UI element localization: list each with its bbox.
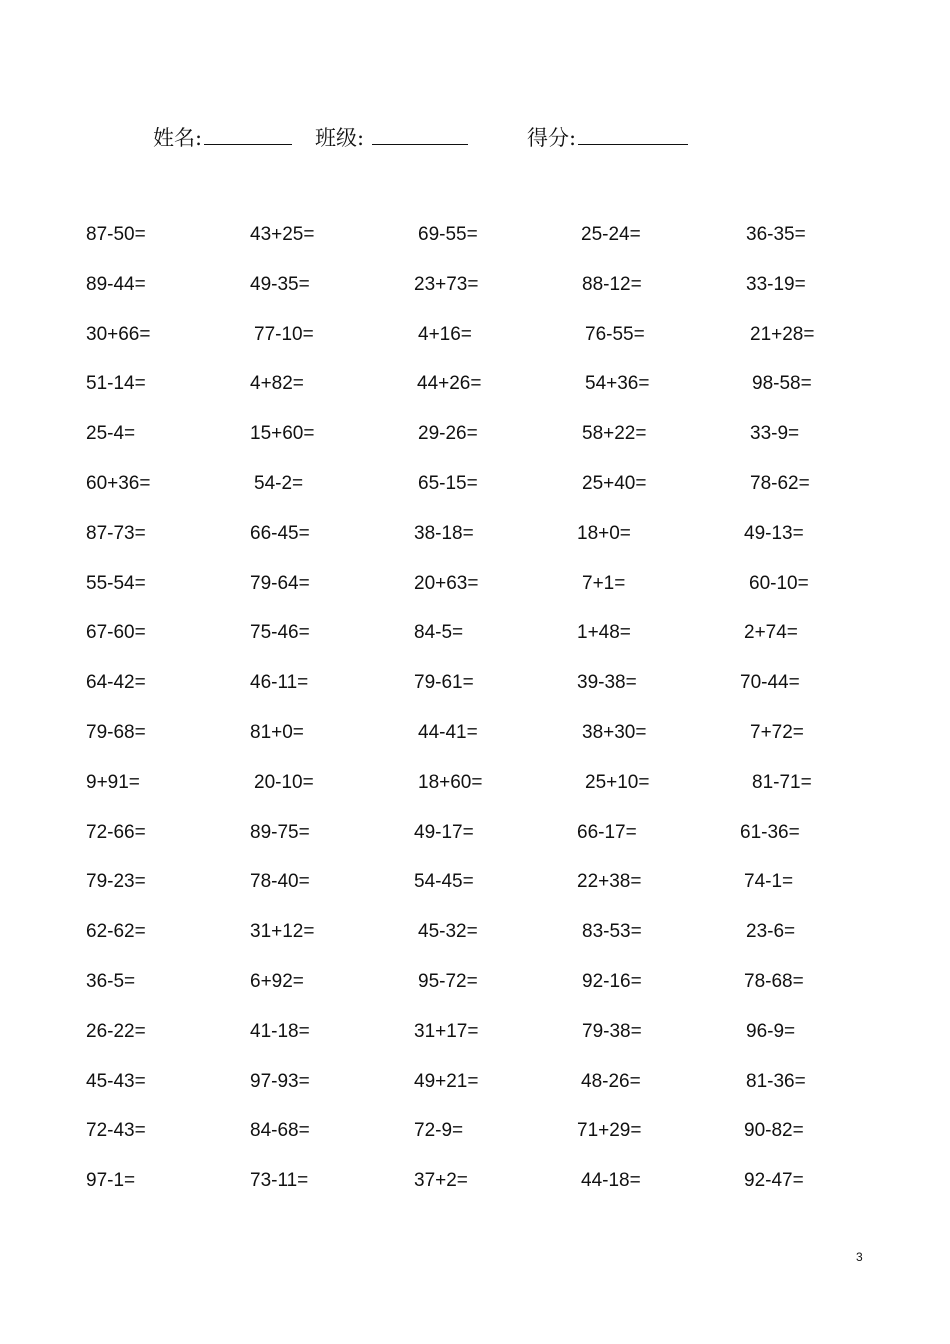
math-problem: 66-17= (577, 821, 637, 843)
page-number: 3 (856, 1250, 863, 1264)
math-problem: 81-71= (752, 771, 812, 793)
math-problem: 77-10= (254, 323, 314, 345)
math-problem: 9+91= (86, 771, 140, 793)
math-problem: 26-22= (86, 1020, 146, 1042)
problem-row (0, 718, 950, 768)
problem-row (0, 270, 950, 320)
math-problem: 54+36= (585, 373, 650, 395)
problem-row (0, 1166, 950, 1216)
math-problem: 43+25= (250, 224, 315, 245)
problem-row (0, 220, 950, 270)
math-problem: 97-93= (250, 1070, 310, 1092)
math-problem: 18+0= (577, 522, 631, 544)
math-problem: 61-36= (740, 821, 800, 843)
math-problem: 49-13= (744, 522, 804, 544)
math-problem: 84-5= (414, 622, 464, 644)
math-problem: 92-16= (582, 970, 642, 992)
math-problem: 70-44= (740, 672, 800, 694)
math-problem: 92-47= (744, 1170, 804, 1192)
math-problem: 79-68= (86, 721, 146, 743)
math-problem: 72-43= (86, 1120, 146, 1142)
math-problem: 36-5= (86, 970, 136, 992)
math-problem: 78-62= (750, 472, 810, 494)
math-problem: 1+48= (577, 622, 631, 644)
math-problem: 2+74= (744, 622, 798, 644)
math-problem: 78-40= (250, 871, 310, 893)
math-problem: 79-23= (86, 871, 146, 893)
math-problem: 7+72= (750, 721, 804, 743)
problem-row (0, 768, 950, 818)
worksheet-header (0, 118, 950, 158)
math-problem: 31+17= (414, 1020, 479, 1042)
math-problem: 6+92= (250, 970, 304, 992)
math-problem: 58+22= (582, 423, 647, 445)
math-problem: 54-45= (414, 871, 474, 893)
math-problem: 39-38= (577, 672, 637, 694)
math-problem: 4+82= (250, 373, 304, 395)
math-problem: 41-18= (250, 1020, 310, 1042)
problem-row (0, 320, 950, 370)
problem-grid (0, 220, 950, 1216)
math-problem: 87-50= (86, 224, 146, 245)
math-problem: 49-17= (414, 821, 474, 843)
math-problem: 83-53= (582, 921, 642, 943)
math-problem: 29-26= (418, 423, 478, 445)
math-problem: 76-55= (585, 323, 645, 345)
class-blank-line[interactable] (372, 118, 468, 145)
math-problem: 31+12= (250, 921, 315, 943)
math-problem: 7+1= (582, 572, 626, 594)
math-problem: 23+73= (414, 273, 479, 295)
class-label: 班级: (315, 126, 365, 150)
score-blank-line[interactable] (578, 118, 688, 145)
problem-row (0, 917, 950, 967)
problem-row (0, 419, 950, 469)
math-problem: 46-11= (250, 672, 309, 694)
class-field (315, 118, 468, 155)
problem-row (0, 469, 950, 519)
math-problem: 66-45= (250, 522, 310, 544)
math-problem: 25+40= (582, 472, 647, 494)
math-problem: 74-1= (744, 871, 794, 893)
math-problem: 38+30= (582, 721, 647, 743)
math-problem: 60+36= (86, 472, 151, 494)
math-problem: 60-10= (749, 572, 809, 594)
math-problem: 78-68= (744, 970, 804, 992)
math-problem: 18+60= (418, 771, 483, 793)
math-problem: 30+66= (86, 323, 151, 345)
math-problem: 33-19= (746, 273, 806, 295)
problem-row (0, 818, 950, 868)
math-problem: 75-46= (250, 622, 310, 644)
math-problem: 44-18= (581, 1170, 641, 1192)
math-problem: 25-4= (86, 423, 136, 445)
math-problem: 45-43= (86, 1070, 146, 1092)
math-problem: 22+38= (577, 871, 642, 893)
math-problem: 36-35= (746, 224, 806, 245)
math-problem: 20+63= (414, 572, 479, 594)
math-problem: 81+0= (250, 721, 304, 743)
problem-row (0, 967, 950, 1017)
math-problem: 48-26= (581, 1070, 641, 1092)
math-problem: 55-54= (86, 572, 146, 594)
math-problem: 62-62= (86, 921, 146, 943)
math-problem: 44-41= (418, 721, 478, 743)
problem-row (0, 1067, 950, 1117)
math-problem: 97-1= (86, 1170, 136, 1192)
name-blank-line[interactable] (204, 118, 292, 145)
math-problem: 33-9= (750, 423, 800, 445)
math-problem: 81-36= (746, 1070, 806, 1092)
problem-row (0, 519, 950, 569)
math-problem: 96-9= (746, 1020, 796, 1042)
score-label: 得分: (527, 126, 577, 150)
math-problem: 84-68= (250, 1120, 310, 1142)
math-problem: 20-10= (254, 771, 314, 793)
math-problem: 38-18= (414, 522, 474, 544)
name-label: 姓名: (153, 126, 203, 150)
problem-row (0, 1017, 950, 1067)
math-problem: 65-15= (418, 472, 478, 494)
math-problem: 72-66= (86, 821, 146, 843)
math-problem: 72-9= (414, 1120, 464, 1142)
math-problem: 98-58= (752, 373, 812, 395)
math-problem: 15+60= (250, 423, 315, 445)
problem-row (0, 369, 950, 419)
math-problem: 95-72= (418, 970, 478, 992)
problem-row (0, 867, 950, 917)
math-problem: 67-60= (86, 622, 146, 644)
math-problem: 49+21= (414, 1070, 479, 1092)
math-problem: 64-42= (86, 672, 146, 694)
problem-row (0, 1116, 950, 1166)
math-problem: 44+26= (417, 373, 482, 395)
score-field (527, 118, 688, 155)
math-problem: 71+29= (577, 1120, 642, 1142)
name-field (153, 118, 292, 155)
math-problem: 79-64= (250, 572, 310, 594)
problem-row (0, 569, 950, 619)
math-problem: 89-75= (250, 821, 310, 843)
math-problem: 25-24= (581, 224, 641, 245)
math-problem: 88-12= (582, 273, 642, 295)
math-problem: 49-35= (250, 273, 310, 295)
math-problem: 79-61= (414, 672, 474, 694)
math-problem: 87-73= (86, 522, 146, 544)
math-problem: 89-44= (86, 273, 146, 295)
math-problem: 21+28= (750, 323, 815, 345)
math-problem: 4+16= (418, 323, 472, 345)
math-problem: 23-6= (746, 921, 796, 943)
problem-row (0, 668, 950, 718)
math-problem: 51-14= (86, 373, 146, 395)
math-problem: 73-11= (250, 1170, 309, 1192)
math-problem: 79-38= (582, 1020, 642, 1042)
math-problem: 54-2= (254, 472, 304, 494)
math-problem: 69-55= (418, 224, 478, 245)
math-problem: 90-82= (744, 1120, 804, 1142)
problem-row (0, 618, 950, 668)
math-problem: 25+10= (585, 771, 650, 793)
math-problem: 37+2= (414, 1170, 468, 1192)
math-problem: 45-32= (418, 921, 478, 943)
